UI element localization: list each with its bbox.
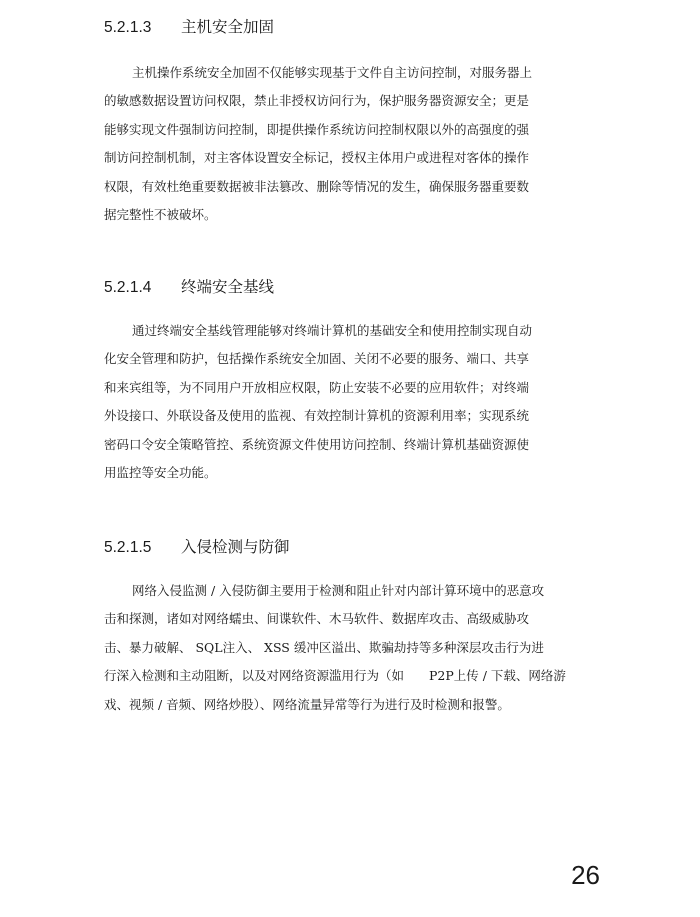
section-number: 5.2.1.3	[104, 19, 152, 36]
section-heading-5-2-1-3	[104, 18, 274, 38]
paragraph-line: 化安全管理和防护，包括操作系统安全加固、关闭不必要的服务、端口、共享	[104, 351, 530, 367]
paragraph-line: 和来宾组等，为不同用户开放相应权限，防止安装不必要的应用软件；对终端	[104, 379, 530, 395]
section-number: 5.2.1.5	[104, 539, 152, 556]
section-title: 入侵检测与防御	[181, 539, 290, 556]
paragraph-line: 行深入检测和主动阻断，以及对网络资源滥用行为（如 P2P上传 / 下载、网络游	[104, 668, 566, 684]
paragraph-line: 权限，有效杜绝重要数据被非法篡改、删除等情况的发生，确保服务器重要数	[104, 178, 530, 194]
paragraph-line: 能够实现文件强制访问控制，即提供操作系统访问控制权限以外的高强度的强	[104, 121, 530, 137]
paragraph-line: 通过终端安全基线管理能够对终端计算机的基础安全和使用控制实现自动	[132, 323, 533, 338]
section-heading-5-2-1-4	[104, 278, 274, 298]
paragraph-line: 网络入侵监测 / 入侵防御主要用于检测和阻止针对内部计算环境中的恶意攻	[132, 583, 545, 598]
section-heading-5-2-1-5	[104, 538, 290, 558]
paragraph-line: 击、暴力破解、 SQL注入、 XSS 缓冲区溢出、欺骗劫持等多种深层攻击行为进	[104, 639, 544, 655]
page-number: 26	[571, 860, 600, 890]
paragraph-line: 外设接口、外联设备及使用的监视、有效控制计算机的资源利用率；实现系统	[104, 408, 530, 424]
paragraph-line: 击和探测，诸如对网络蠕虫、间谍软件、木马软件、数据库攻击、高级威胁攻	[104, 611, 530, 627]
paragraph-line: 戏、视频 / 音频、网络炒股）、网络流量异常等行为进行及时检测和报警。	[104, 696, 510, 712]
section-title: 主机安全加固	[181, 19, 275, 36]
section-title: 终端安全基线	[181, 279, 275, 296]
paragraph-line: 用监控等安全功能。	[104, 464, 217, 480]
section-number: 5.2.1.4	[104, 279, 152, 296]
paragraph-line: 制访问控制机制，对主客体设置安全标记，授权主体用户或进程对客体的操作	[104, 150, 530, 166]
section-paragraph-5-2-1-3	[104, 59, 584, 229]
paragraph-line: 的敏感数据设置访问权限，禁止非授权访问行为，保护服务器资源安全；更是	[104, 93, 530, 109]
paragraph-line: 密码口令安全策略管控、系统资源文件使用访问控制、终端计算机基础资源使	[104, 436, 530, 452]
section-paragraph-5-2-1-4	[104, 317, 584, 487]
section-paragraph-5-2-1-5	[104, 577, 584, 719]
paragraph-line: 主机操作系统安全加固不仅能够实现基于文件自主访问控制，对服务器上	[132, 65, 533, 80]
paragraph-line: 据完整性不被破坏。	[104, 206, 217, 222]
